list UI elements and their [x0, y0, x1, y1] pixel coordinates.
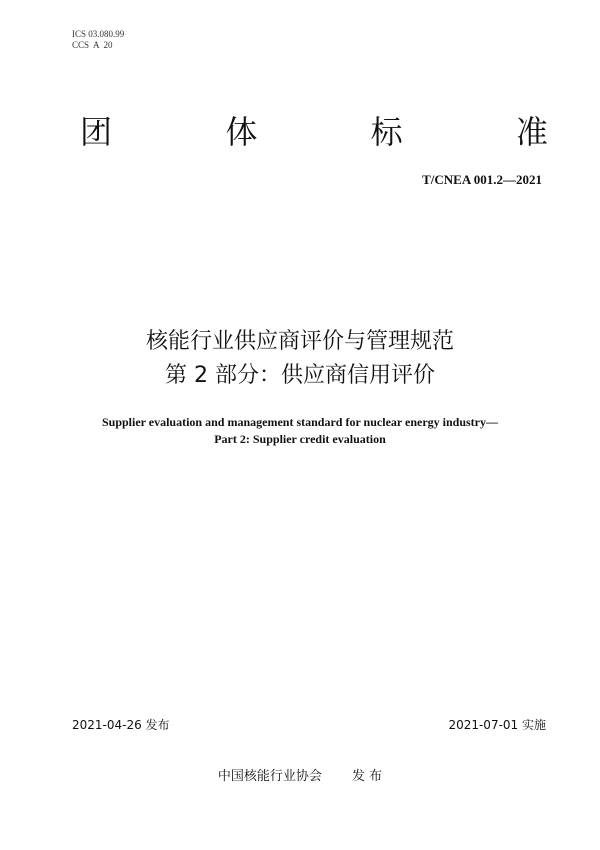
classification-codes — [72, 29, 124, 51]
standard-type-char: 准 — [515, 113, 548, 151]
english-title-line2: Part 2: Supplier credit evaluation — [214, 432, 386, 446]
english-title — [0, 414, 600, 448]
effective-date: 2021-07-01 实施 — [448, 718, 546, 732]
standard-type-char: 体 — [225, 113, 258, 151]
standard-type-char: 团 — [80, 113, 113, 151]
publisher-action: 发 布 — [351, 769, 383, 784]
standard-type-heading — [80, 112, 548, 152]
publisher-org: 中国核能行业协会 — [217, 769, 322, 784]
chinese-title-line1: 核能行业供应商评价与管理规范 — [145, 329, 454, 354]
standard-type-char: 标 — [370, 113, 403, 151]
chinese-title-line2: 第 2 部分：供应商信用评价 — [165, 363, 435, 388]
issue-date: 2021-04-26 发布 — [72, 718, 170, 732]
publisher-line — [0, 765, 600, 784]
standard-number: T/CNEA 001.2—2021 — [422, 172, 542, 187]
ccs-code: CCS A 20 — [72, 40, 113, 50]
english-title-line1: Supplier evaluation and management standard for nuclear energy industry— — [101, 415, 499, 429]
chinese-title — [0, 325, 600, 393]
ics-code: ICS 03.080.99 — [72, 29, 125, 39]
